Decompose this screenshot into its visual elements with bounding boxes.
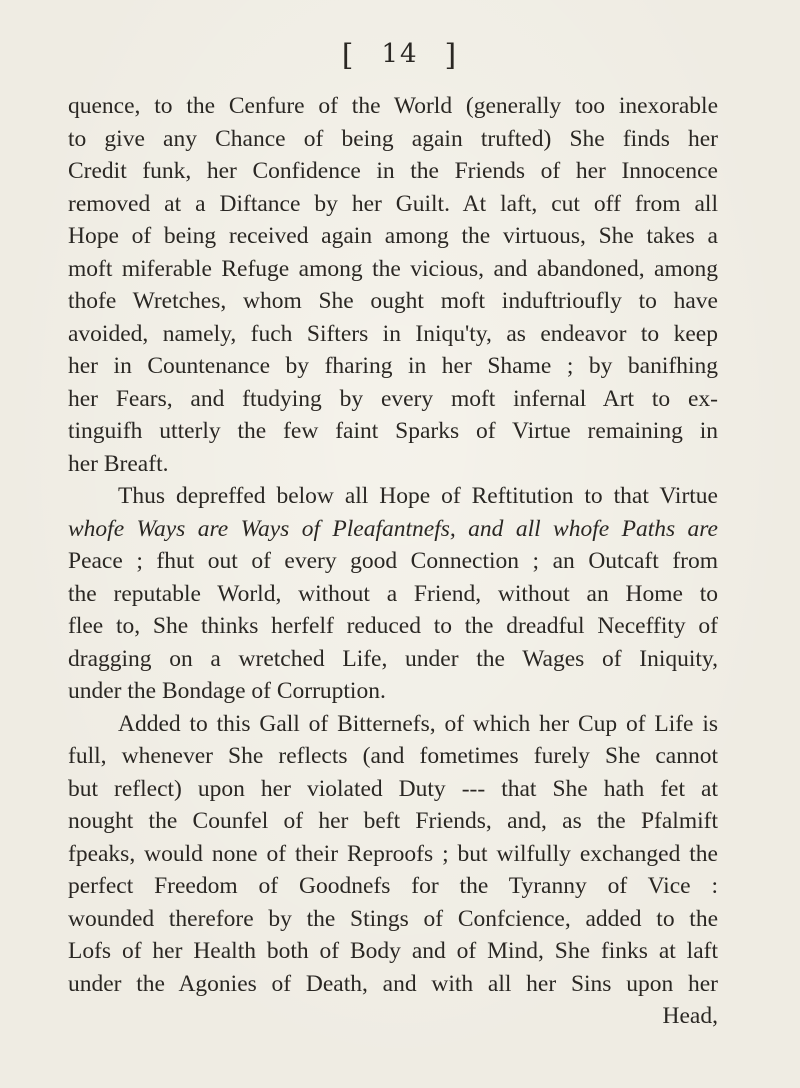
text-line: removed at a Diftance by her Guilt. At laft, cut off from all [68,190,718,217]
text-line: perfect Freedom of Goodnefs for the Tyranny of Vice : [68,873,718,899]
text-line: nought the Counfel of her beft Friends, and, as the Pfalmift [68,808,718,834]
text-line: under the Agonies of Death, and with all her Sins upon her [68,970,718,997]
text-line: Hope of being received again among the virtuous, She takes a [68,223,718,249]
text-line: Peace ; fhut out of every good Connection ; an Outcaft from [68,548,718,574]
text-line: to give any Chance of being again trufted) She finds her [68,125,718,152]
text-line: fpeaks, would none of their Reproofs ; but wilfully exchanged the [68,840,718,867]
text-line: but reflect) upon her violated Duty --- that She hath fet at [68,775,718,802]
text-line: the reputable World, without a Friend, without an Home to [68,580,718,607]
text-line: quence, to the Cenfure of the World (generally too inexorable [68,93,718,119]
paragraph-start-line: Thus depreffed below all Hope of Reftitution to that Virtue [118,483,718,509]
text-line: moft miferable Refuge among the vicious, and abandoned, among [68,255,718,282]
text-line: her Breaft. [68,450,169,477]
page-header [0,38,800,73]
text-line: wounded therefore by the Stings of Confcience, added to the [68,905,718,932]
text-line: Lofs of her Health both of Body and of Mind, She finks at laft [68,938,718,964]
catchword: Head, [662,1003,718,1029]
text-line: dragging on a wretched Life, under the Wages of Iniquity, [68,645,718,672]
text-line: avoided, namely, fuch Sifters in Iniqu'ty, as endeavor to keep [68,320,718,347]
text-line: tinguifh utterly the few faint Sparks of Virtue remaining in [68,418,718,444]
bracket-open: [ [341,38,356,73]
page-body [68,90,718,1033]
paragraph-start-line: Added to this Gall of Bitternefs, of which her Cup of Life is [118,710,718,737]
bracket-close: ] [444,38,459,73]
text-line: Credit funk, her Confidence in the Friends of her Innocence [68,158,718,184]
page-number: 14 [381,39,419,69]
text-line: thofe Wretches, whom She ought moft induftrioufly to have [68,288,718,314]
text-line: flee to, She thinks herfelf reduced to the dreadful Neceffity of [68,613,718,639]
text-line: under the Bondage of Corruption. [68,678,386,704]
text-line: her in Countenance by fharing in her Shame ; by banifhing [68,353,718,379]
text-line-italic: whofe Ways are Ways of Pleafantnefs, and all whofe Paths are [68,515,718,542]
text-line: full, whenever She reflects (and fometimes furely She cannot [68,743,718,769]
text-line: her Fears, and ftudying by every moft infernal Art to ex- [68,385,718,412]
